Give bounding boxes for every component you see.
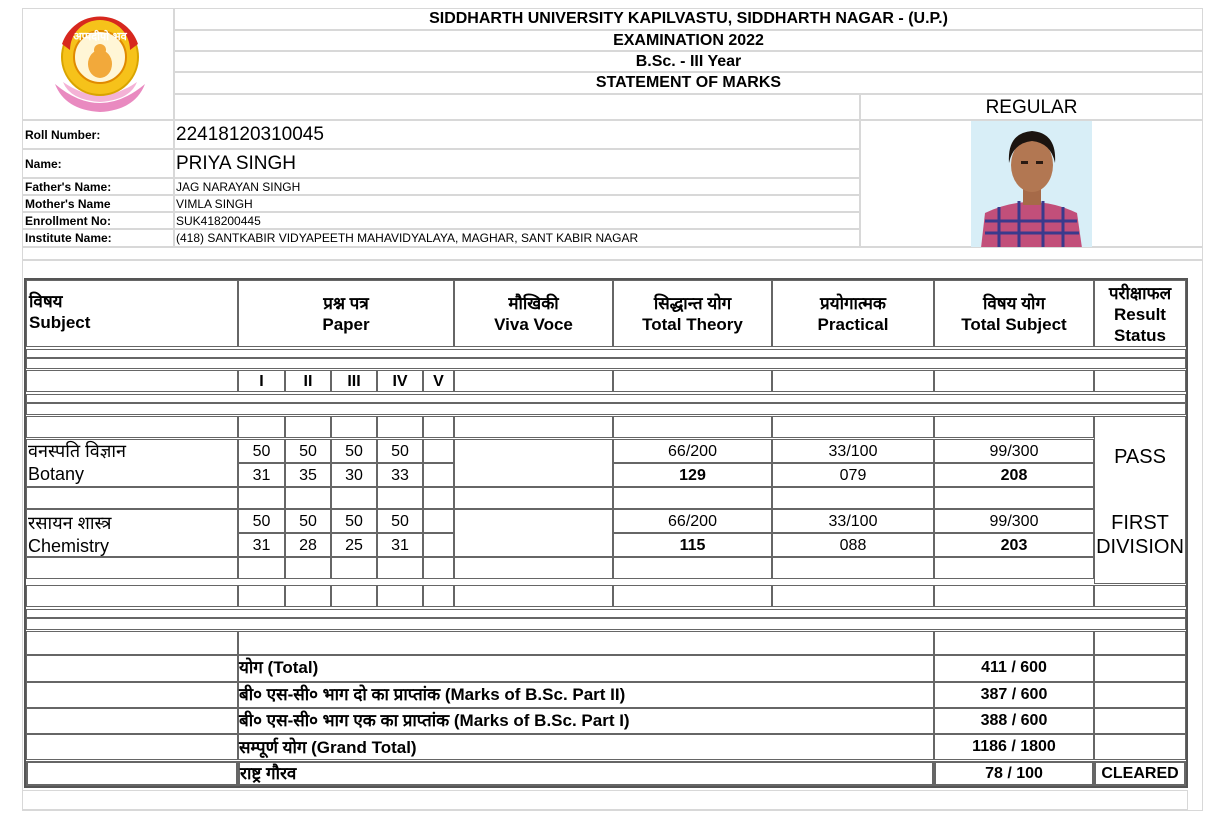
table-cell [26,655,238,682]
table-cell [238,416,285,438]
student-name: PRIYA SINGH [174,149,860,178]
botany-theory: 129 [613,463,772,487]
chemistry-total: 203 [934,533,1094,557]
table-cell [772,370,934,392]
table-cell [423,487,454,509]
table-cell [331,585,377,607]
summary-value-cell [934,682,1094,708]
table-cell [1094,655,1186,682]
chemistry-obt-4: 31 [377,533,423,557]
botany-total: 208 [934,463,1094,487]
enroll-label: Enrollment No: [22,212,174,229]
botany-theory-max: 66/200 [613,439,772,463]
summary-rashtra-label: राष्ट्र गौरव [240,764,297,783]
table-cell [331,416,377,438]
table-cell [934,557,1094,579]
table-cell [377,557,423,579]
table-cell [285,557,331,579]
summary-rashtra-value: 78 / 100 [985,765,1043,782]
summary-part2-value: 387 / 600 [980,686,1048,703]
result-english-2: Status [1114,326,1166,345]
table-spacer [26,609,1186,618]
table-cell [423,439,454,463]
summary-part2-label: बी० एस-सी० भाग दो का प्राप्तांक (Marks of B.Sc. Part II) [239,685,626,704]
table-cell [26,487,238,509]
table-cell [26,761,238,786]
father-label: Father's Name: [22,178,174,195]
result-status [1094,416,1186,584]
theory-english: Total Theory [642,315,743,334]
botany-practical-max: 33/100 [772,439,934,463]
mother-label: Mother's Name [22,195,174,212]
table-cell [423,416,454,438]
table-cell [26,631,238,655]
botany-obt-3: 30 [331,463,377,487]
table-cell [613,416,772,438]
table-cell [331,487,377,509]
summary-label-cell [238,708,934,734]
col-subject [26,280,238,347]
table-cell [1094,734,1186,760]
table-spacer [26,394,1186,403]
table-cell [454,585,613,607]
chemistry-max-2: 50 [285,509,331,533]
course-title: B.Sc. - III Year [174,51,1203,72]
spacer-row [22,247,1203,260]
col-practical [772,280,934,347]
chemistry-practical-max: 33/100 [772,509,934,533]
result-pass: PASS [1114,446,1166,468]
table-cell [238,487,285,509]
table-cell [285,487,331,509]
chemistry-theory: 115 [613,533,772,557]
total-english: Total Subject [961,315,1067,334]
summary-part1-label: बी० एस-सी० भाग एक का प्राप्तांक (Marks of B.Sc. Part I) [239,711,630,730]
table-cell [331,557,377,579]
col-paper [238,280,454,347]
subject-hindi: विषय [29,292,63,311]
result-division-1: FIRST [1111,512,1169,534]
table-cell [26,416,238,438]
subject-english: Subject [29,313,91,332]
table-cell [423,557,454,579]
table-cell [772,416,934,438]
table-spacer [26,618,1186,630]
exam-category: REGULAR [860,94,1203,120]
rashtra-gaurav-status: CLEARED [1094,761,1186,786]
chemistry-english: Chemistry [28,536,110,556]
table-cell [238,585,285,607]
table-cell [454,416,613,438]
paper-numeral: II [285,370,331,392]
table-cell [613,557,772,579]
result-division-2: DIVISION [1096,536,1184,558]
viva-hindi: मौखिकी [508,294,559,313]
botany-max-4: 50 [377,439,423,463]
practical-hindi: प्रयोगात्मक [820,294,886,313]
table-cell [613,487,772,509]
chemistry-obt-3: 25 [331,533,377,557]
botany-max-1: 50 [238,439,285,463]
table-spacer [26,403,1186,415]
table-cell [1094,370,1186,392]
paper-numeral: IV [377,370,423,392]
botany-total-max: 99/300 [934,439,1094,463]
summary-part1-value: 388 / 600 [980,712,1048,729]
summary-total-label: योग (Total) [239,658,319,677]
result-hindi: परीक्षाफल [1108,284,1172,303]
table-cell [423,585,454,607]
table-cell [934,585,1094,607]
summary-value-cell [934,708,1094,734]
table-cell [26,682,238,708]
paper-numeral: I [238,370,285,392]
table-cell [377,416,423,438]
table-cell [377,585,423,607]
table-cell [26,734,238,760]
table-cell [934,416,1094,438]
blank-row [174,94,860,120]
table-cell [423,509,454,533]
botany-hindi: वनस्पति विज्ञान [28,441,127,461]
name-label: Name: [22,149,174,178]
botany-practical: 079 [772,463,934,487]
chemistry-total-max: 99/300 [934,509,1094,533]
table-cell [934,631,1094,655]
table-cell [934,487,1094,509]
table-cell [423,533,454,557]
table-cell [772,487,934,509]
table-cell [377,487,423,509]
summary-label-cell [238,655,934,682]
institute-name: (418) SANTKABIR VIDYAPEETH MAHAVIDYALAYA, MAGHAR, SANT KABIR NAGAR [174,229,860,247]
botany-max-2: 50 [285,439,331,463]
col-total-subject [934,280,1094,347]
table-cell [772,585,934,607]
summary-total-value: 411 / 600 [981,659,1047,676]
result-english-1: Result [1114,305,1166,324]
paper-hindi: प्रश्न पत्र [323,294,369,313]
chemistry-max-4: 50 [377,509,423,533]
chemistry-max-3: 50 [331,509,377,533]
paper-english: Paper [322,315,370,334]
subject-chemistry [26,509,238,557]
paper-numeral: III [331,370,377,392]
university-logo [45,12,155,118]
table-cell [454,557,613,579]
table-cell [454,370,613,392]
botany-english: Botany [28,464,85,484]
table-spacer [26,349,1186,358]
table-cell [454,487,613,509]
table-cell [1094,585,1186,607]
botany-max-3: 50 [331,439,377,463]
total-hindi: विषय योग [982,294,1046,313]
statement-title: STATEMENT OF MARKS [174,72,1203,94]
roll-label: Roll Number: [22,120,174,149]
enrollment-number: SUK418200445 [174,212,860,229]
table-cell [934,370,1094,392]
footer-spacer [22,790,1188,810]
botany-obt-2: 35 [285,463,331,487]
table-cell [613,585,772,607]
summary-value-cell [934,734,1094,760]
logo-cell [22,8,174,120]
chemistry-theory-max: 66/200 [613,509,772,533]
viva-english: Viva Voce [494,315,573,334]
table-cell [238,557,285,579]
chemistry-practical: 088 [772,533,934,557]
paper-numeral: V [423,370,454,392]
table-cell [238,631,934,655]
photo-cell [860,120,1203,247]
summary-label-cell [238,682,934,708]
table-cell [285,585,331,607]
mother-name: VIMLA SINGH [174,195,860,212]
botany-obt-4: 33 [377,463,423,487]
table-cell [26,370,238,392]
summary-grand-value: 1186 / 1800 [972,738,1056,755]
student-photo [971,121,1092,248]
table-cell [613,370,772,392]
exam-title: EXAMINATION 2022 [174,30,1203,51]
table-cell [26,708,238,734]
botany-obt-1: 31 [238,463,285,487]
table-cell [1094,682,1186,708]
col-theory [613,280,772,347]
subject-botany [26,439,238,487]
table-cell [423,463,454,487]
university-name: SIDDHARTH UNIVERSITY KAPILVASTU, SIDDHARTH NAGAR - (U.P.) [174,8,1203,30]
table-cell [26,585,238,607]
table-spacer [26,358,1186,369]
col-viva [454,280,613,347]
chemistry-obt-2: 28 [285,533,331,557]
chemistry-obt-1: 31 [238,533,285,557]
roll-number: 22418120310045 [174,120,860,149]
table-cell [1094,708,1186,734]
col-result [1094,280,1186,347]
table-cell [26,557,238,579]
institute-label: Institute Name: [22,229,174,247]
table-cell [772,557,934,579]
summary-label-cell [238,761,934,786]
summary-value-cell [934,761,1094,786]
theory-hindi: सिद्धान्त योग [653,294,732,313]
practical-english: Practical [817,315,889,334]
chemistry-hindi: रसायन शास्त्र [28,513,112,533]
father-name: JAG NARAYAN SINGH [174,178,860,195]
chemistry-max-1: 50 [238,509,285,533]
table-cell [285,416,331,438]
botany-viva [454,439,613,487]
chemistry-viva [454,509,613,557]
table-cell [1094,631,1186,655]
summary-label-cell [238,734,934,760]
summary-value-cell [934,655,1094,682]
svg-text:अप्पदीपो भव: अप्पदीपो भव [73,30,127,43]
summary-grand-label: सम्पूर्ण योग (Grand Total) [239,738,417,757]
